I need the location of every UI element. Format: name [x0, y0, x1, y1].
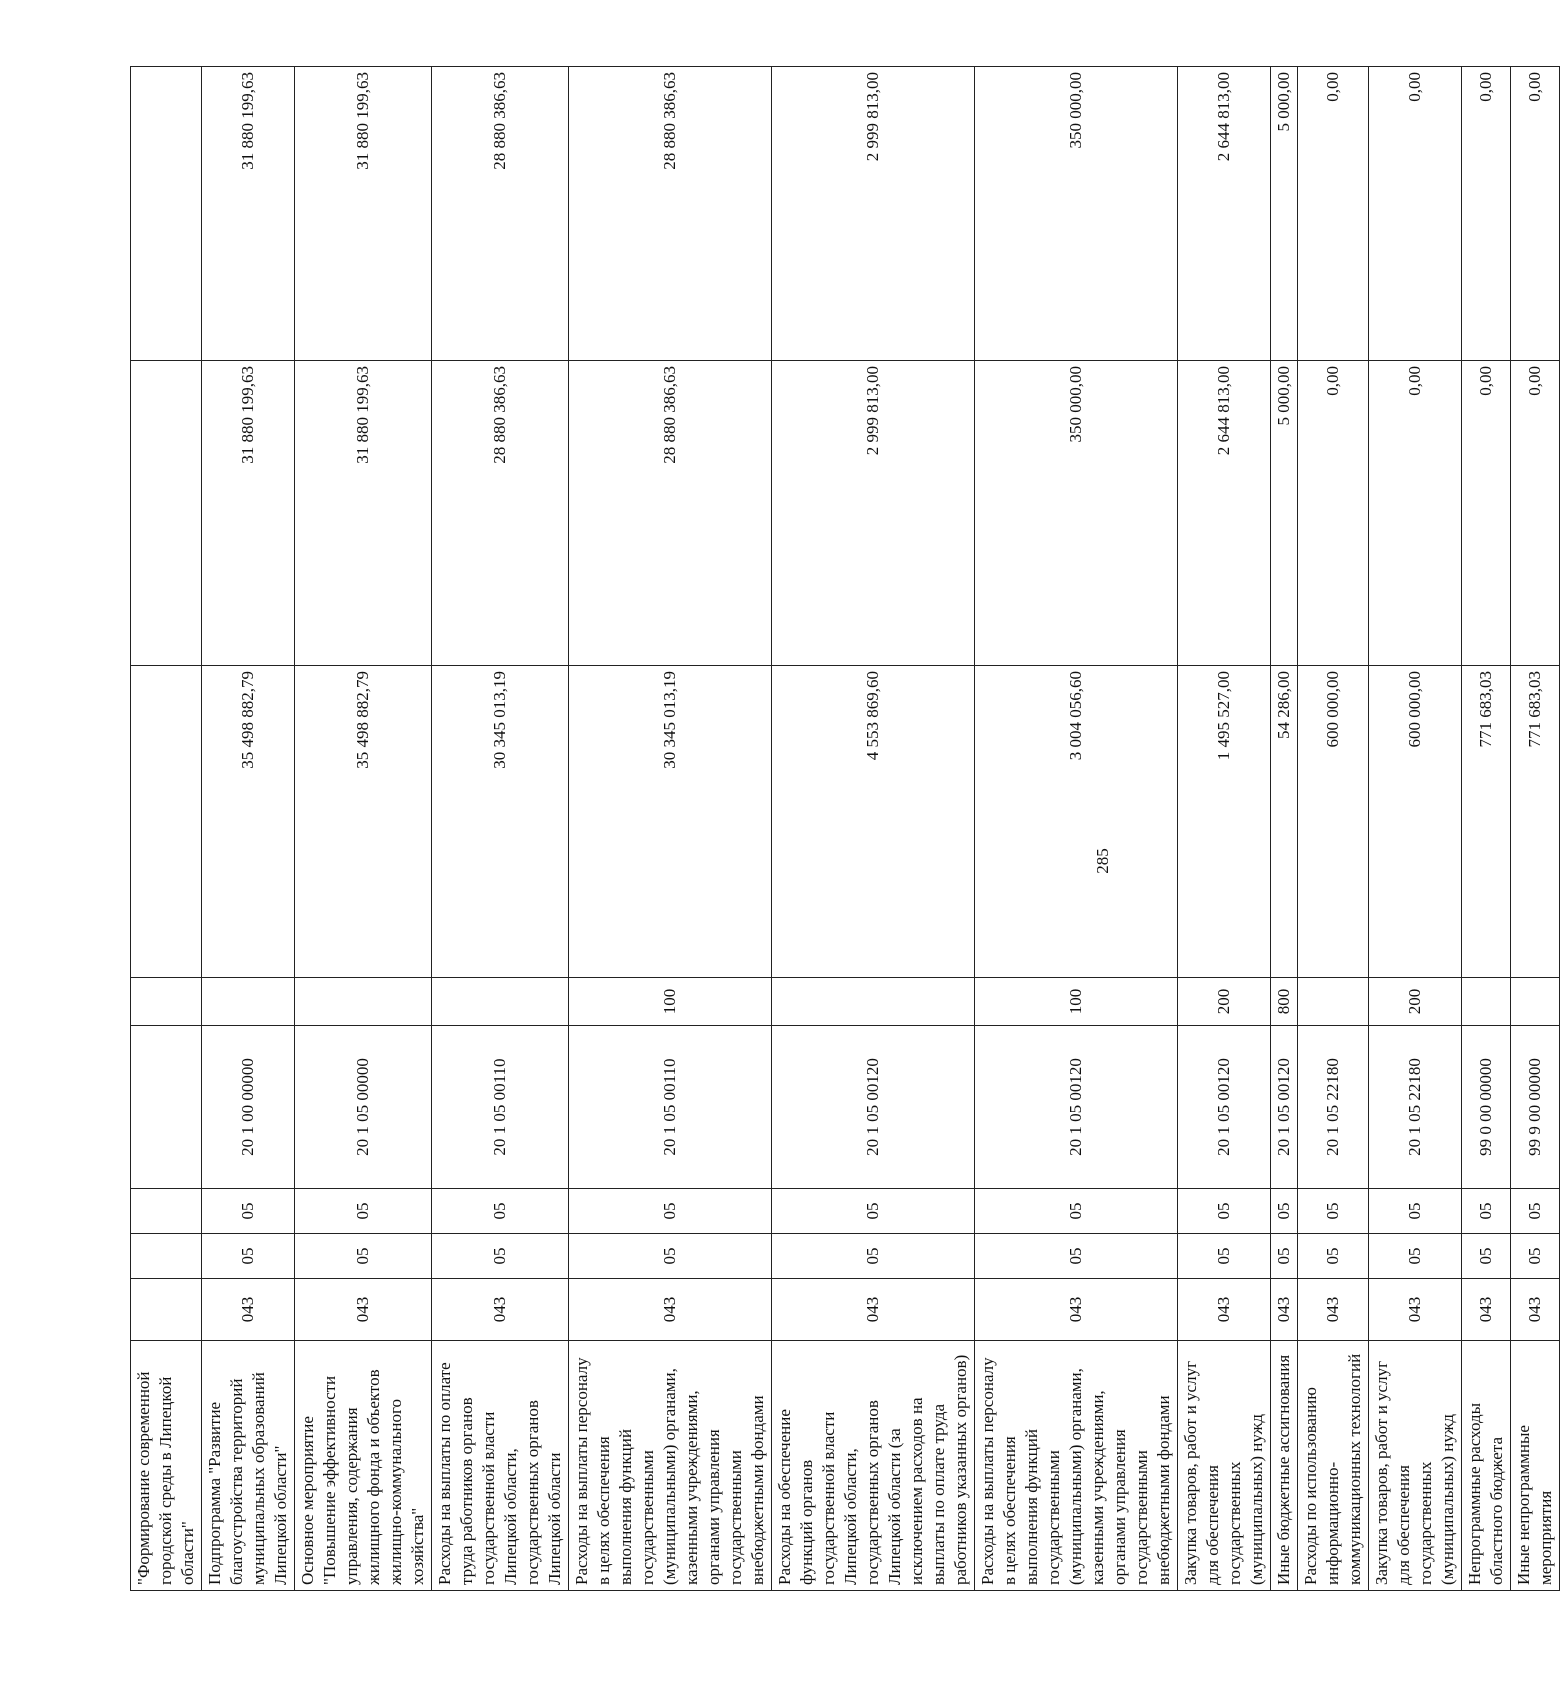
csr-code-cell: 20 1 00 00000	[202, 1026, 295, 1189]
sum-year2-cell: 0,00	[1369, 361, 1462, 666]
gr-code-cell: 043	[1511, 1279, 1560, 1341]
csr-code-cell: 20 1 05 00120	[1178, 1026, 1271, 1189]
sum-year1-cell: 4 553 869,60	[772, 666, 975, 978]
sum-year1-cell: 3 004 056,60	[975, 666, 1178, 978]
sum-year2-cell: 0,00	[1298, 361, 1369, 666]
pr-code-cell: 05	[1462, 1189, 1511, 1234]
table-row	[1511, 67, 1560, 1591]
table-row	[202, 67, 295, 1591]
sum-year2-cell: 0,00	[1462, 361, 1511, 666]
rz-code-cell: 05	[1271, 1234, 1298, 1279]
budget-table	[130, 66, 1560, 1591]
vr-code-cell	[1298, 978, 1369, 1026]
row-name-cell: Закупка товаров, работ и услуг для обеспечения государственных (муниципальных) нужд	[1369, 1341, 1462, 1591]
table-row	[1462, 67, 1511, 1591]
sum-year3-cell: 0,00	[1462, 67, 1511, 361]
row-name-cell: Расходы на выплаты по оплате труда работников органов государственной власти Липецкой области, государственных органов Липецкой области	[432, 1341, 569, 1591]
pr-code-cell: 05	[295, 1189, 432, 1234]
sum-year1-cell	[131, 666, 202, 978]
sum-year2-cell	[131, 361, 202, 666]
gr-code-cell: 043	[432, 1279, 569, 1341]
rz-code-cell: 05	[1369, 1234, 1462, 1279]
vr-code-cell	[202, 978, 295, 1026]
gr-code-cell: 043	[1271, 1279, 1298, 1341]
row-name-cell: Расходы на обеспечение функций органов государственной власти Липецкой области, государственных органов Липецкой области (за исключением расходов на выплаты по оплате труда работников указанных органов)	[772, 1341, 975, 1591]
gr-code-cell: 043	[569, 1279, 772, 1341]
vr-code-cell: 100	[569, 978, 772, 1026]
sum-year3-cell: 2 999 813,00	[772, 67, 975, 361]
sum-year3-cell: 28 880 386,63	[432, 67, 569, 361]
sum-year2-cell: 2 644 813,00	[1178, 361, 1271, 666]
sum-year3-cell: 0,00	[1369, 67, 1462, 361]
rz-code-cell: 05	[1298, 1234, 1369, 1279]
gr-code-cell: 043	[295, 1279, 432, 1341]
sum-year1-cell: 30 345 013,19	[569, 666, 772, 978]
table-row	[295, 67, 432, 1591]
row-name-cell: Основное мероприятие "Повышение эффективности управления, содержания жилищного фонда и объектов жилищно-коммунального хозяйства"	[295, 1341, 432, 1591]
csr-code-cell: 99 0 00 00000	[1462, 1026, 1511, 1189]
vr-code-cell	[1511, 978, 1560, 1026]
rz-code-cell: 05	[295, 1234, 432, 1279]
sum-year2-cell: 2 999 813,00	[772, 361, 975, 666]
csr-code-cell: 20 1 05 22180	[1369, 1026, 1462, 1189]
gr-code-cell: 043	[1462, 1279, 1511, 1341]
table-row	[772, 67, 975, 1591]
gr-code-cell: 043	[202, 1279, 295, 1341]
gr-code-cell: 043	[975, 1279, 1178, 1341]
row-name-cell: "Формирование современной городской среды в Липецкой области"	[131, 1341, 202, 1591]
gr-code-cell: 043	[772, 1279, 975, 1341]
row-name-cell: Расходы по использованию информационно-коммуникационных технологий	[1298, 1341, 1369, 1591]
gr-code-cell: 043	[1369, 1279, 1462, 1341]
pr-code-cell: 05	[1271, 1189, 1298, 1234]
vr-code-cell	[432, 978, 569, 1026]
csr-code-cell	[131, 1026, 202, 1189]
sum-year1-cell: 30 345 013,19	[432, 666, 569, 978]
rz-code-cell	[131, 1234, 202, 1279]
row-name-cell: Иные бюджетные ассигнования	[1271, 1341, 1298, 1591]
pr-code-cell: 05	[975, 1189, 1178, 1234]
csr-code-cell: 20 1 05 00120	[1271, 1026, 1298, 1189]
table-row	[1298, 67, 1369, 1591]
rz-code-cell: 05	[1462, 1234, 1511, 1279]
sum-year2-cell: 31 880 199,63	[295, 361, 432, 666]
sum-year2-cell: 0,00	[1511, 361, 1560, 666]
sum-year1-cell: 600 000,00	[1298, 666, 1369, 978]
csr-code-cell: 20 1 05 00110	[432, 1026, 569, 1189]
csr-code-cell: 20 1 05 00000	[295, 1026, 432, 1189]
vr-code-cell	[772, 978, 975, 1026]
pr-code-cell	[131, 1189, 202, 1234]
csr-code-cell: 20 1 05 22180	[1298, 1026, 1369, 1189]
row-name-cell: Закупка товаров, работ и услуг для обеспечения государственных (муниципальных) нужд	[1178, 1341, 1271, 1591]
vr-code-cell: 100	[975, 978, 1178, 1026]
sum-year3-cell	[131, 67, 202, 361]
pr-code-cell: 05	[202, 1189, 295, 1234]
sum-year2-cell: 28 880 386,63	[432, 361, 569, 666]
pr-code-cell: 05	[432, 1189, 569, 1234]
sum-year3-cell: 0,00	[1511, 67, 1560, 361]
sum-year1-cell: 600 000,00	[1369, 666, 1462, 978]
pr-code-cell: 05	[1511, 1189, 1560, 1234]
sum-year3-cell: 31 880 199,63	[295, 67, 432, 361]
rz-code-cell: 05	[202, 1234, 295, 1279]
sum-year3-cell: 28 880 386,63	[569, 67, 772, 361]
table-row	[131, 67, 202, 1591]
vr-code-cell	[295, 978, 432, 1026]
rz-code-cell: 05	[975, 1234, 1178, 1279]
table-row	[1271, 67, 1298, 1591]
row-name-cell: Непрограммные расходы областного бюджета	[1462, 1341, 1511, 1591]
sum-year1-cell: 35 498 882,79	[202, 666, 295, 978]
sum-year2-cell: 350 000,00	[975, 361, 1178, 666]
pr-code-cell: 05	[1369, 1189, 1462, 1234]
gr-code-cell: 043	[1178, 1279, 1271, 1341]
sum-year1-cell: 771 683,03	[1462, 666, 1511, 978]
rz-code-cell: 05	[1178, 1234, 1271, 1279]
sum-year1-cell: 771 683,03	[1511, 666, 1560, 978]
table-body	[131, 67, 1560, 1591]
vr-code-cell	[1462, 978, 1511, 1026]
sum-year1-cell: 35 498 882,79	[295, 666, 432, 978]
sum-year1-cell: 54 286,00	[1271, 666, 1298, 978]
gr-code-cell: 043	[1298, 1279, 1369, 1341]
row-name-cell: Расходы на выплаты персоналу в целях обеспечения выполнения функций государственными (муниципальными) органами, казенными учреждениями, органами управления государственными внебюджетными фондами	[975, 1341, 1178, 1591]
page-number: 285	[1093, 848, 1112, 874]
rz-code-cell: 05	[1511, 1234, 1560, 1279]
sum-year3-cell: 2 644 813,00	[1178, 67, 1271, 361]
table-row	[432, 67, 569, 1591]
row-name-cell: Расходы на выплаты персоналу в целях обеспечения выполнения функций государственными (муниципальными) органами, казенными учреждениями, органами управления государственными внебюджетными фондами	[569, 1341, 772, 1591]
sum-year3-cell: 0,00	[1298, 67, 1369, 361]
pr-code-cell: 05	[1298, 1189, 1369, 1234]
rz-code-cell: 05	[432, 1234, 569, 1279]
csr-code-cell: 20 1 05 00120	[975, 1026, 1178, 1189]
table-row	[1178, 67, 1271, 1591]
rz-code-cell: 05	[569, 1234, 772, 1279]
sum-year3-cell: 5 000,00	[1271, 67, 1298, 361]
sum-year2-cell: 28 880 386,63	[569, 361, 772, 666]
vr-code-cell: 800	[1271, 978, 1298, 1026]
csr-code-cell: 20 1 05 00120	[772, 1026, 975, 1189]
csr-code-cell: 20 1 05 00110	[569, 1026, 772, 1189]
vr-code-cell: 200	[1369, 978, 1462, 1026]
sum-year1-cell: 1 495 527,00	[1178, 666, 1271, 978]
rotated-table-container	[130, 67, 1555, 1591]
sum-year2-cell: 31 880 199,63	[202, 361, 295, 666]
rz-code-cell: 05	[772, 1234, 975, 1279]
table-row	[1369, 67, 1462, 1591]
pr-code-cell: 05	[772, 1189, 975, 1234]
gr-code-cell	[131, 1279, 202, 1341]
sum-year2-cell: 5 000,00	[1271, 361, 1298, 666]
vr-code-cell: 200	[1178, 978, 1271, 1026]
row-name-cell: Иные непрограммные мероприятия	[1511, 1341, 1560, 1591]
csr-code-cell: 99 9 00 00000	[1511, 1026, 1560, 1189]
pr-code-cell: 05	[569, 1189, 772, 1234]
row-name-cell: Подпрограмма "Развитие благоустройства территорий муниципальных образований Липецкой области"	[202, 1341, 295, 1591]
pr-code-cell: 05	[1178, 1189, 1271, 1234]
table-row	[569, 67, 772, 1591]
vr-code-cell	[131, 978, 202, 1026]
sum-year3-cell: 31 880 199,63	[202, 67, 295, 361]
table-row	[975, 67, 1178, 1591]
sum-year3-cell: 350 000,00	[975, 67, 1178, 361]
